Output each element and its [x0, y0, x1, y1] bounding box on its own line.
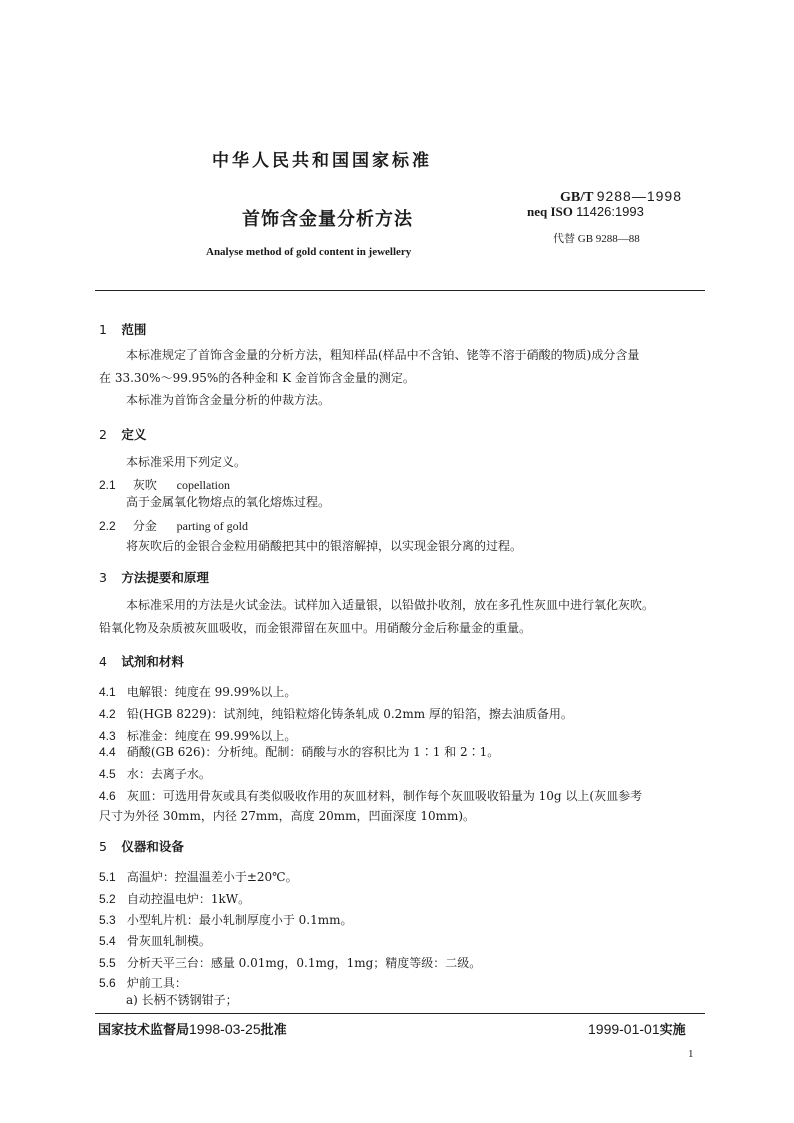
- standard-code: 9288—1998: [596, 188, 682, 204]
- item-number: 5.1: [99, 870, 116, 884]
- issue-suffix: 批准: [260, 1023, 287, 1038]
- list-item: [99, 787, 642, 804]
- item-text: 自动控温电炉：1kW。: [126, 892, 251, 906]
- section-title: 仪器和设备: [121, 839, 184, 854]
- section-3-paragraph-line: 本标准采用的方法是火试金法。试样加入适量银，以铅做扑收剂，放在多孔性灰皿中进行氧化灰吹。: [126, 598, 655, 612]
- definition-number: 2.2: [99, 519, 116, 533]
- list-item: [99, 954, 481, 971]
- definition-number: 2.1: [99, 478, 116, 492]
- list-item: [99, 727, 296, 744]
- section-number: 3: [99, 570, 107, 585]
- item-number: 5.6: [99, 976, 116, 990]
- issue-statement: [98, 1019, 287, 1038]
- definition-2-2: [99, 517, 248, 534]
- definition-2-2-text: 将灰吹后的金银合金粒用硝酸把其中的银溶解掉，以实现金银分离的过程。: [126, 539, 523, 553]
- section-1-paragraph-line: 本标准规定了首饰含金量的分析方法，粗知样品(样品中不含铂、铑等不溶于硝酸的物质)成分含量: [126, 348, 640, 362]
- list-item: [99, 911, 353, 928]
- list-item: [99, 705, 573, 722]
- item-text: 标准金：纯度在 99.99%以上。: [126, 729, 297, 743]
- item-text: 硝酸(GB 626)：分析纯。配制：硝酸与水的容积比为 1∶1 和 2∶1。: [126, 745, 500, 759]
- list-item: [99, 868, 298, 885]
- section-1-heading: [99, 320, 146, 338]
- document-title-cn: 首饰含金量分析方法: [242, 209, 413, 230]
- issuer: 国家技术监督局: [98, 1023, 190, 1038]
- definition-2-1: [99, 476, 230, 493]
- equivalent-code: 11426:1993: [576, 204, 644, 219]
- section-4-heading: [99, 652, 184, 670]
- item-number: 4.4: [99, 745, 116, 759]
- definition-2-1-text: 高于金属氧化物熔点的氧化熔炼过程。: [126, 495, 331, 509]
- sub-list-item: a) 长柄不锈钢钳子；: [126, 993, 238, 1007]
- item-text: 骨灰皿轧制模。: [126, 934, 211, 948]
- item-number: 5.3: [99, 913, 116, 927]
- issue-date: 1998-03-25: [189, 1021, 261, 1037]
- list-item: [99, 765, 211, 782]
- national-standard-heading: 中华人民共和国国家标准: [212, 151, 432, 171]
- replaces-standard: 代替 GB 9288—88: [553, 233, 640, 245]
- section-number: 1: [99, 322, 107, 337]
- equivalent-label: neq ISO: [527, 204, 573, 219]
- section-number: 4: [99, 654, 107, 669]
- item-text: 小型轧片机：最小轧制厚度小于 0.1mm。: [126, 913, 353, 927]
- section-3-paragraph-line: 铅氧化物及杂质被灰皿吸收，而金银滞留在灰皿中。用硝酸分金后称量金的重量。: [99, 621, 532, 635]
- definition-term: 分金: [132, 519, 157, 533]
- definition-term-en: parting of gold: [176, 519, 248, 533]
- item-text: 灰皿：可选用骨灰或具有类似吸收作用的灰皿材料，制作每个灰皿吸收铅量为 10g 以上(灰皿参考: [126, 789, 643, 803]
- section-1-paragraph-line: 在 33.30%～99.95%的各种金和 K 金首饰含金量的测定。: [99, 371, 415, 385]
- definition-term-en: copellation: [176, 478, 230, 492]
- section-title: 定义: [121, 427, 147, 442]
- item-text: 水：去离子水。: [126, 767, 211, 781]
- item-number: 4.5: [99, 767, 116, 781]
- item-text: 分析天平三台：感量 0.01mg，0.1mg，1mg；精度等级：二级。: [126, 956, 482, 970]
- item-number: 5.2: [99, 892, 116, 906]
- standard-prefix: GB/T: [560, 190, 594, 205]
- item-number: 4.3: [99, 729, 116, 743]
- equivalent-standard: [527, 204, 644, 220]
- item-text: 铅(HGB 8229)：试剂纯，纯铅粒熔化铸条轧成 0.2mm 厚的铅箔，擦去油质备用。: [126, 707, 573, 721]
- item-text: 高温炉：控温温差小于±20℃。: [126, 870, 298, 884]
- page-number: 1: [688, 1048, 694, 1060]
- section-2-heading: [99, 425, 146, 443]
- footer-divider: [95, 1013, 705, 1014]
- section-number: 5: [99, 839, 107, 854]
- item-text: 电解银：纯度在 99.99%以上。: [126, 685, 297, 699]
- section-1-paragraph: 本标准为首饰含金量分析的仲裁方法。: [126, 393, 331, 407]
- effective-date: 1999-01-01: [588, 1021, 660, 1037]
- header-divider: [95, 290, 705, 291]
- item-number: 5.5: [99, 956, 116, 970]
- section-title: 试剂和材料: [121, 654, 184, 669]
- item-number: 5.4: [99, 934, 116, 948]
- document-title-en: Analyse method of gold content in jewellery: [206, 246, 412, 258]
- section-title: 方法提要和原理: [121, 570, 209, 585]
- definition-term: 灰吹: [132, 478, 157, 492]
- section-5-heading: [99, 837, 184, 855]
- section-2-intro: 本标准采用下列定义。: [126, 455, 247, 469]
- item-number: 4.1: [99, 685, 116, 699]
- list-item: [99, 743, 499, 760]
- list-item: [99, 932, 211, 949]
- effective-statement: [588, 1019, 686, 1038]
- section-title: 范围: [121, 322, 147, 337]
- effective-suffix: 实施: [659, 1023, 686, 1038]
- item-number: 4.2: [99, 707, 116, 721]
- section-number: 2: [99, 427, 107, 442]
- item-number: 4.6: [99, 789, 116, 803]
- list-item-continuation: 尺寸为外径 30mm，内径 27mm，高度 20mm，凹面深度 10mm)。: [99, 809, 476, 823]
- list-item: [99, 974, 187, 991]
- list-item: [99, 683, 296, 700]
- item-text: 炉前工具：: [126, 976, 187, 990]
- section-3-heading: [99, 568, 209, 586]
- list-item: [99, 890, 250, 907]
